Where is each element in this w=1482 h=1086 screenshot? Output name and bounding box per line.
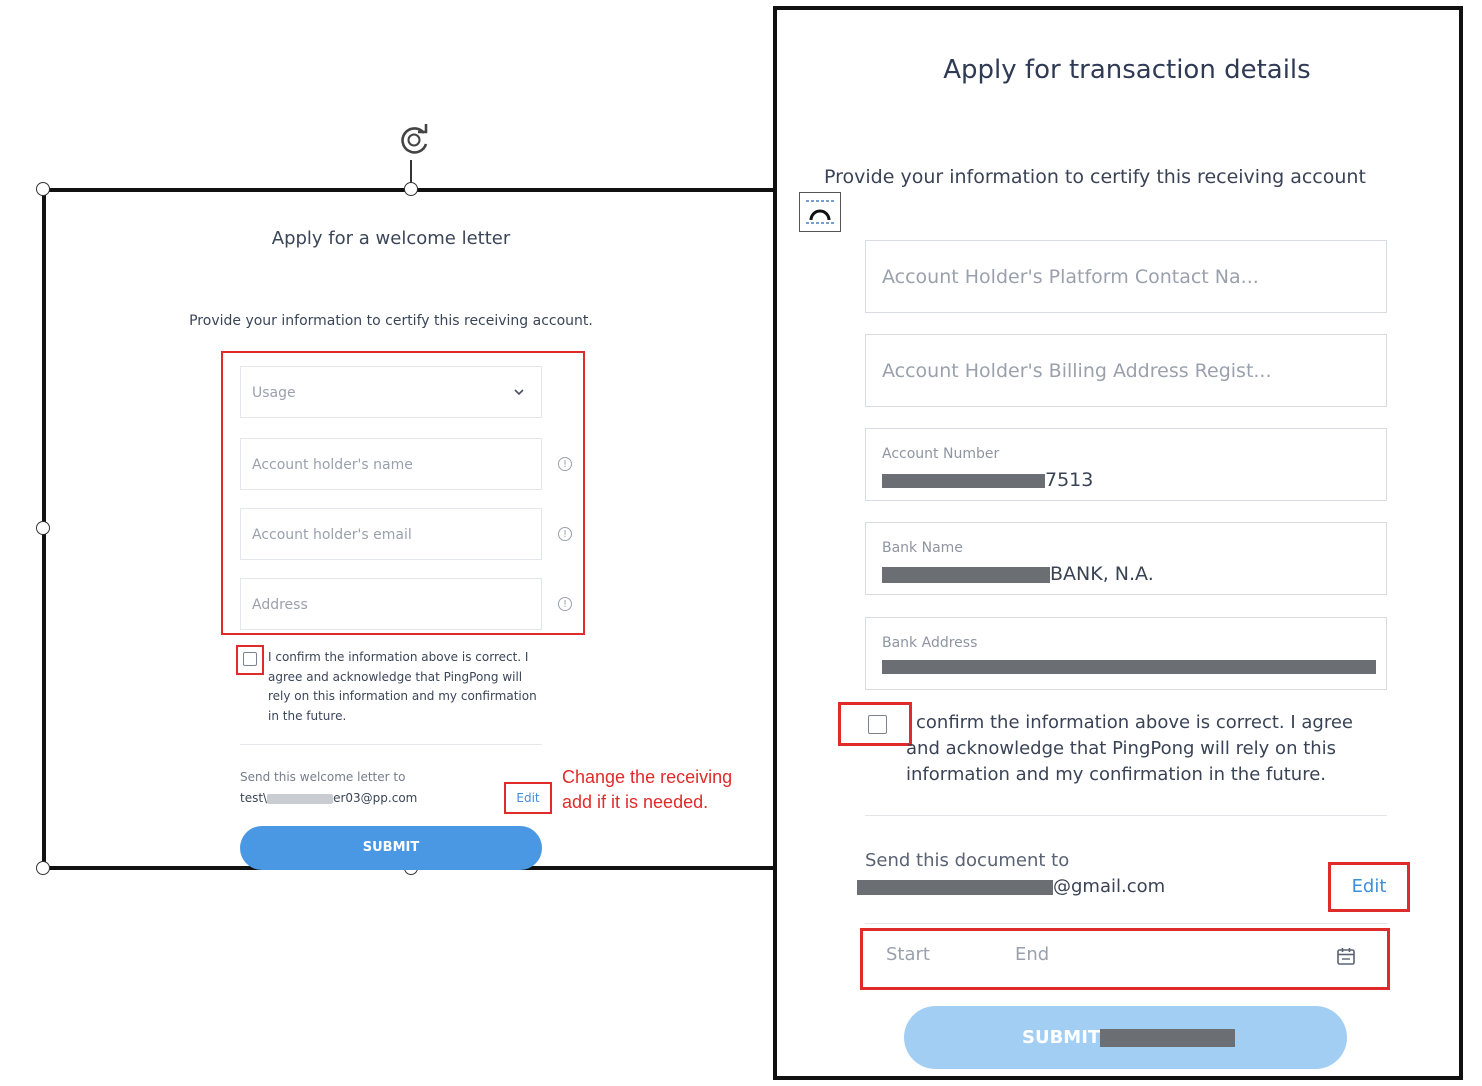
- annotation-line-1: Change the receiving: [562, 767, 733, 787]
- account-holder-email-placeholder: Account holder's email: [252, 527, 412, 543]
- redacted-text: [267, 794, 333, 804]
- email-prefix: test\: [240, 791, 268, 805]
- account-number-field[interactable]: [865, 428, 1387, 501]
- resize-handle-bottom-left[interactable]: [36, 861, 50, 875]
- welcome-letter-title: Apply for a welcome letter: [271, 228, 511, 249]
- date-range-picker[interactable]: [868, 934, 1382, 982]
- info-icon[interactable]: !: [558, 527, 572, 541]
- resize-handle-top-left[interactable]: [36, 182, 50, 196]
- submit-button[interactable]: [904, 1006, 1347, 1069]
- welcome-letter-subtitle: Provide your information to certify this receiving account.: [189, 313, 593, 329]
- start-date-placeholder[interactable]: Start: [886, 944, 930, 965]
- recipient-email: [857, 876, 1165, 897]
- submit-label: SUBMIT: [1022, 1027, 1101, 1048]
- redacted-text: [882, 474, 1045, 488]
- address-input[interactable]: [240, 578, 542, 630]
- account-number-label: Account Number: [882, 446, 1000, 462]
- annotation-line-2: add if it is needed.: [562, 792, 709, 812]
- confirm-consent-text: I confirm the information above is correct. I agree and acknowledge that PingPong will rely on this information and my confirmation in the future.: [268, 650, 537, 723]
- submit-button[interactable]: SUBMIT: [240, 826, 542, 870]
- resize-handle-left[interactable]: [36, 521, 50, 535]
- address-placeholder: Address: [252, 597, 308, 613]
- bank-name-field[interactable]: [865, 522, 1387, 595]
- account-holder-name-input[interactable]: [240, 438, 542, 490]
- platform-contact-name-input[interactable]: [865, 240, 1387, 313]
- usage-placeholder: Usage: [252, 385, 296, 401]
- recipient-email: [240, 791, 417, 805]
- divider: [865, 923, 1387, 924]
- usage-select[interactable]: [240, 366, 542, 418]
- account-number-suffix: 7513: [1045, 469, 1094, 491]
- account-holder-name-placeholder: Account holder's name: [252, 457, 413, 473]
- bank-name-suffix: BANK, N.A.: [1050, 563, 1154, 585]
- layout-options-icon[interactable]: [799, 192, 841, 232]
- transaction-details-subtitle: Provide your information to certify this receiving account: [824, 166, 1366, 188]
- billing-address-input[interactable]: [865, 334, 1387, 407]
- info-icon[interactable]: !: [558, 457, 572, 471]
- end-date-placeholder[interactable]: End: [1015, 944, 1050, 965]
- redacted-text: [882, 567, 1050, 583]
- email-suffix: er03@pp.com: [333, 791, 418, 805]
- account-number-value: [882, 469, 1093, 491]
- bank-address-field[interactable]: [865, 617, 1387, 690]
- edit-email-button[interactable]: Edit: [1328, 862, 1410, 912]
- calendar-icon[interactable]: [1336, 946, 1356, 970]
- chevron-down-icon: [513, 367, 525, 441]
- email-suffix: @gmail.com: [1053, 876, 1166, 897]
- resize-handle-top[interactable]: [404, 182, 418, 196]
- redacted-text: [1100, 1029, 1235, 1047]
- bank-name-value: [882, 563, 1154, 585]
- edit-email-button[interactable]: Edit: [504, 782, 552, 814]
- account-holder-email-input[interactable]: [240, 508, 542, 560]
- annotation-callout: [562, 765, 732, 815]
- send-letter-label: Send this welcome letter to: [240, 770, 406, 784]
- rotate-icon[interactable]: [396, 122, 434, 158]
- transaction-details-title: Apply for transaction details: [943, 55, 1311, 85]
- platform-contact-name-placeholder: Account Holder's Platform Contact Na...: [882, 266, 1259, 288]
- info-icon[interactable]: !: [558, 597, 572, 611]
- divider: [240, 744, 542, 745]
- billing-address-placeholder: Account Holder's Billing Address Regist...: [882, 360, 1272, 382]
- confirm-consent-text: confirm the information above is correct. I agree and acknowledge that PingPong will rely on this information and my confirmation in the future.: [906, 712, 1353, 785]
- bank-address-label: Bank Address: [882, 635, 978, 651]
- confirm-checkbox[interactable]: [868, 715, 887, 734]
- bank-name-label: Bank Name: [882, 540, 963, 556]
- divider: [865, 815, 1387, 816]
- redacted-text: [857, 880, 1053, 895]
- send-document-label: Send this document to: [865, 850, 1070, 871]
- redacted-text: [882, 660, 1376, 674]
- confirm-checkbox[interactable]: [243, 652, 257, 666]
